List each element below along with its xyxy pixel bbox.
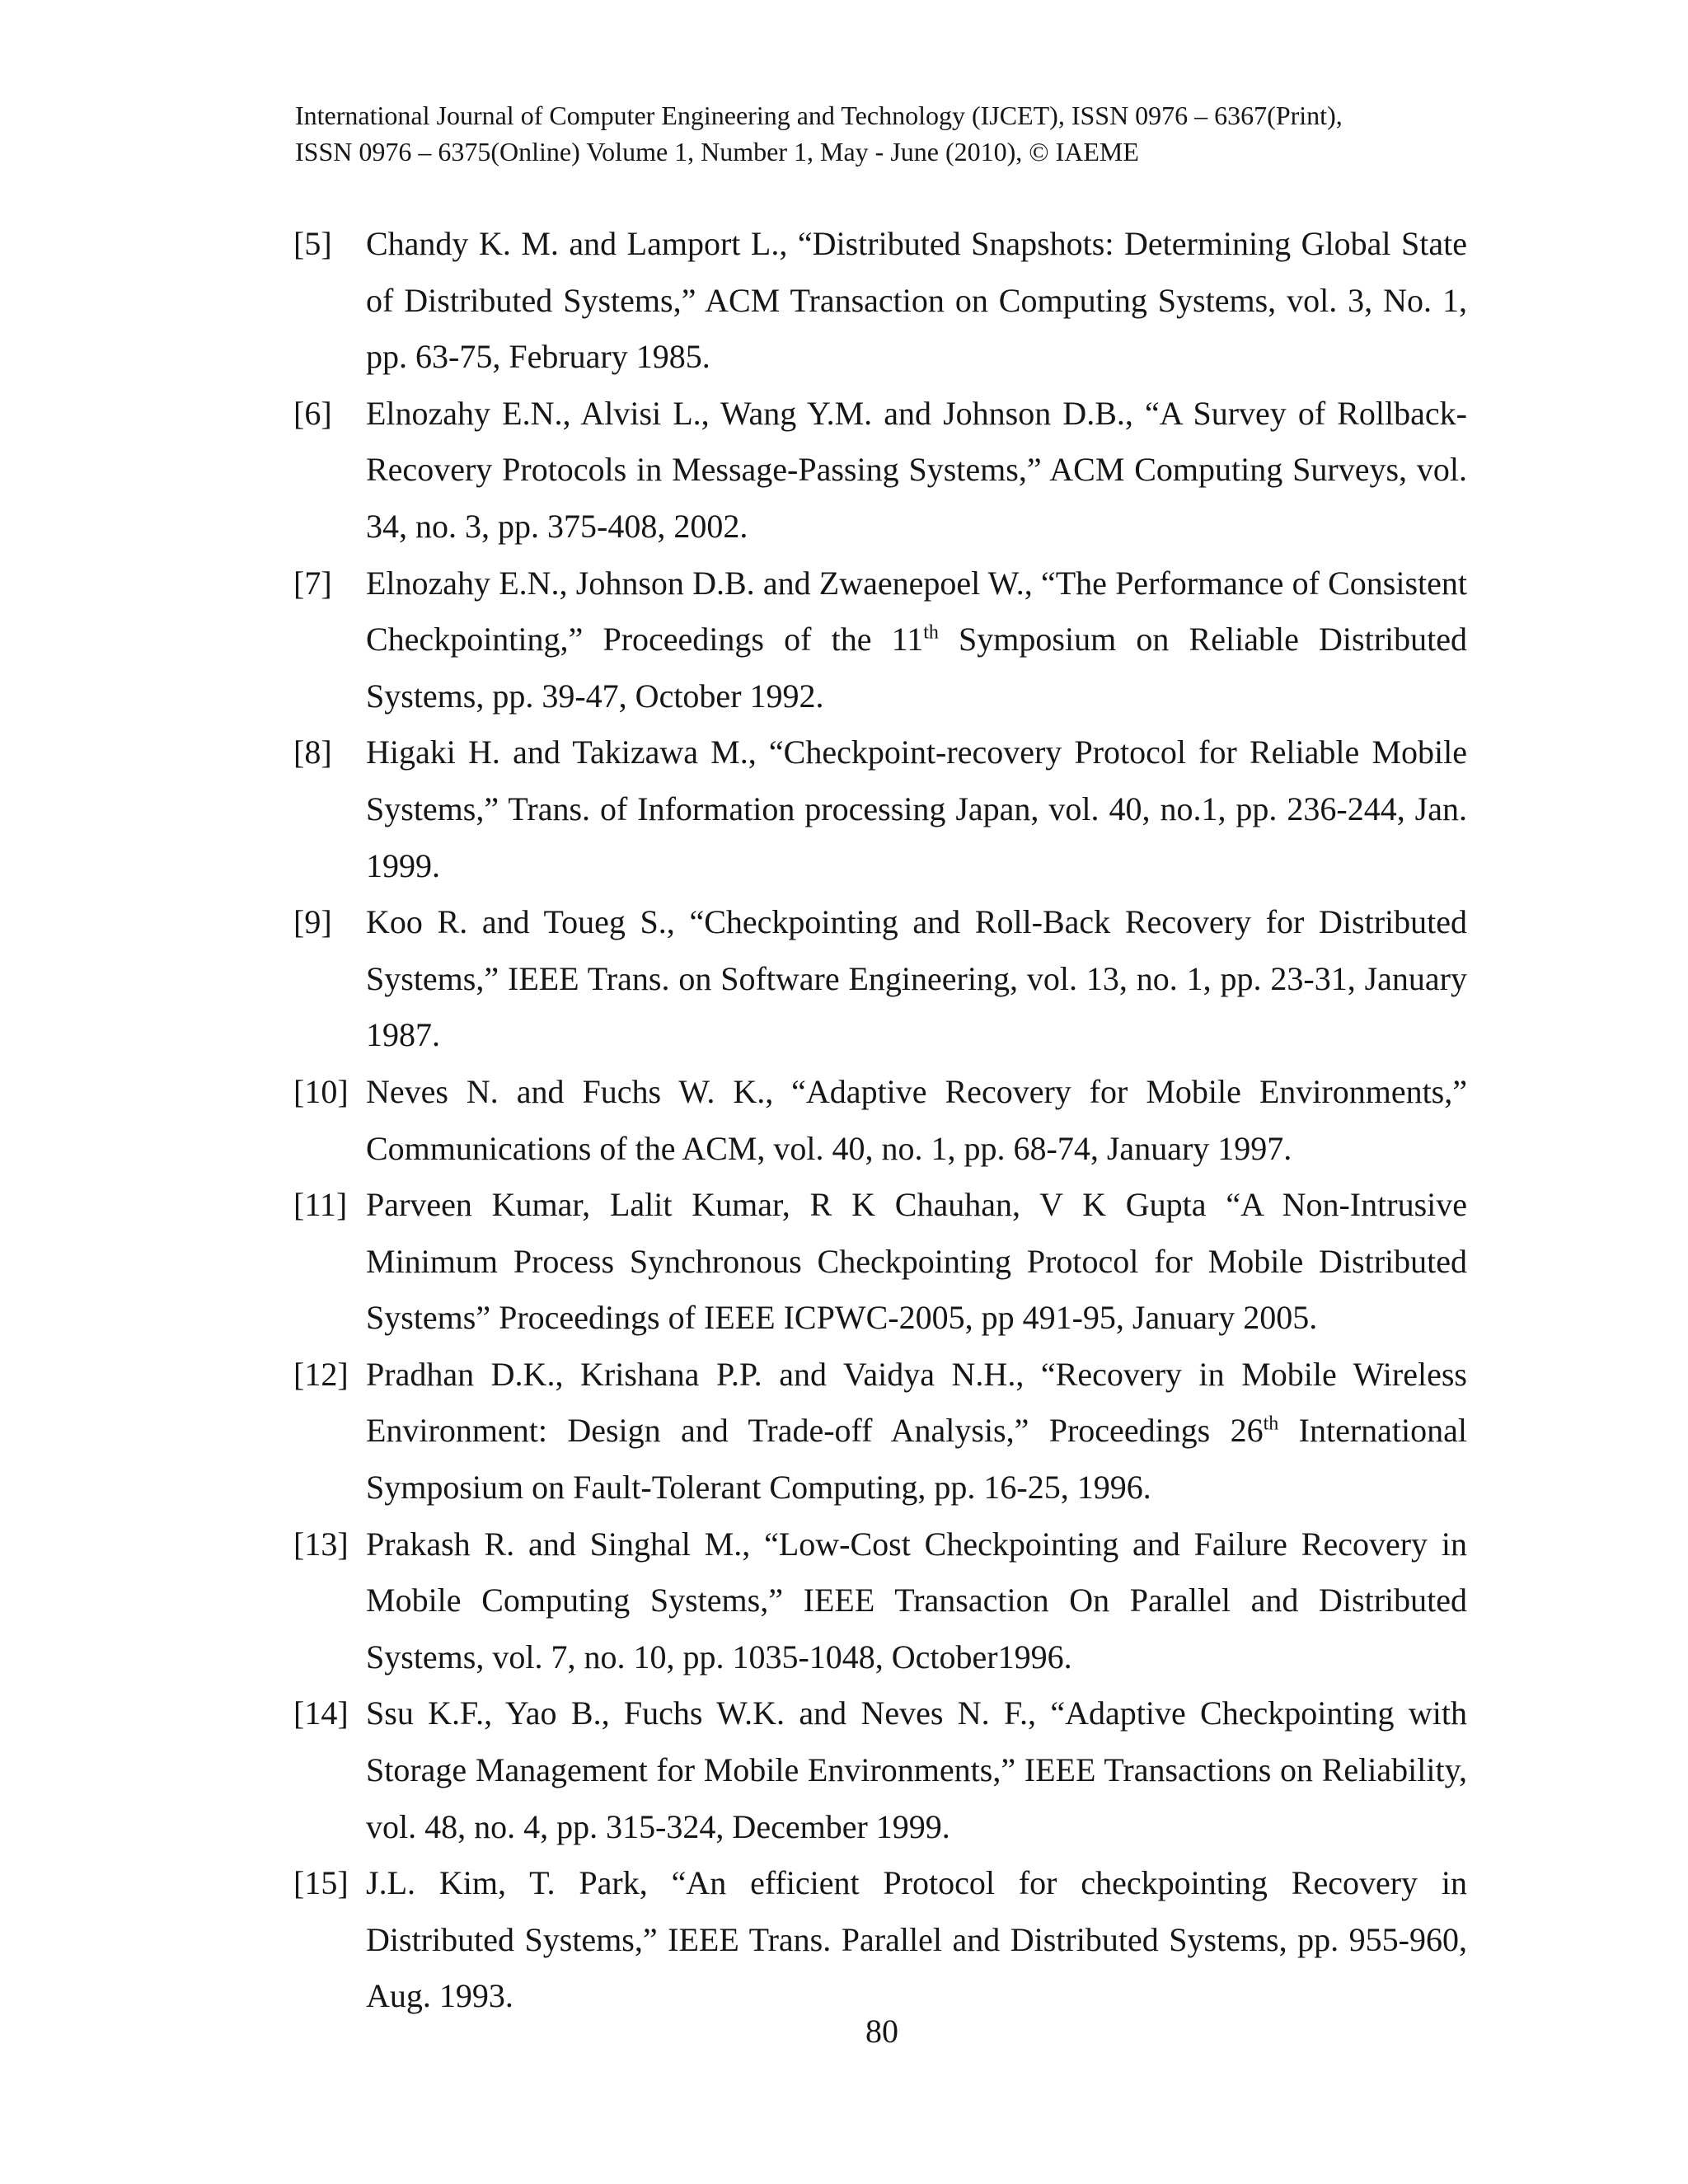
- reference-text: Prakash R. and Singhal M., “Low-Cost Checkpointing and Failure Recovery in Mobile Computing Systems,” IEEE Transaction On Parallel and Distributed Systems, vol. 7, no. 10, pp. 1035-1048, October1996.: [366, 1525, 1467, 1675]
- reference-text: Ssu K.F., Yao B., Fuchs W.K. and Neves N. F., “Adaptive Checkpointing with Storage Management for Mobile Environments,” IEEE Transactions on Reliability, vol. 48, no. 4, pp. 315-324, December 1999.: [366, 1694, 1467, 1845]
- reference-number: [9]: [293, 903, 332, 941]
- reference-12: [293, 1347, 1467, 1516]
- reference-text: [366, 1347, 1467, 1516]
- reference-text: Neves N. and Fuchs W. K., “Adaptive Recovery for Mobile Environments,” Communications of the ACM, vol. 40, no. 1, pp. 68-74, January 1997.: [366, 1072, 1467, 1167]
- reference-8: [293, 724, 1467, 894]
- reference-11: [293, 1177, 1467, 1347]
- header-line-1: International Journal of Computer Engineering and Technology (IJCET), ISSN 0976 – 6367(Print),: [295, 101, 1343, 130]
- reference-text: [366, 555, 1467, 725]
- reference-list: [293, 216, 1467, 2025]
- ordinal-superscript: th: [1263, 1413, 1279, 1436]
- reference-10: [293, 1064, 1467, 1177]
- reference-text-part: Symposium on Reliable Distributed Systems, pp. 39-47, October 1992.: [366, 621, 1467, 715]
- reference-text: Koo R. and Toueg S., “Checkpointing and Roll-Back Recovery for Distributed Systems,” IEEE Trans. on Software Engineering, vol. 13, no. 1, pp. 23-31, January 1987.: [366, 903, 1467, 1054]
- reference-text: Higaki H. and Takizawa M., “Checkpoint-recovery Protocol for Reliable Mobile Systems,” Trans. of Information processing Japan, vol. 40, no.1, pp. 236-244, Jan. 1999.: [366, 733, 1467, 884]
- reference-number: [7]: [293, 564, 332, 602]
- reference-text: Chandy K. M. and Lamport L., “Distributed Snapshots: Determining Global State of Distributed Systems,” ACM Transaction on Computing Systems, vol. 3, No. 1, pp. 63-75, February 1985.: [366, 225, 1467, 376]
- page-number: 80: [865, 2013, 898, 2050]
- reference-text: J.L. Kim, T. Park, “An efficient Protocol for checkpointing Recovery in Distributed Systems,” IEEE Trans. Parallel and Distributed Systems, pp. 955-960, Aug. 1993.: [366, 1864, 1467, 2015]
- ordinal-superscript: th: [923, 621, 939, 644]
- reference-number: [11]: [293, 1186, 348, 1224]
- reference-number: [5]: [293, 225, 332, 262]
- running-header: [295, 97, 1465, 170]
- reference-number: [10]: [293, 1072, 349, 1110]
- reference-text: Elnozahy E.N., Alvisi L., Wang Y.M. and Johnson D.B., “A Survey of Rollback-Recovery Protocols in Message-Passing Systems,” ACM Computing Surveys, vol. 34, no. 3, pp. 375-408, 2002.: [366, 394, 1467, 545]
- reference-13: [293, 1516, 1467, 1686]
- reference-text: Parveen Kumar, Lalit Kumar, R K Chauhan, V K Gupta “A Non-Intrusive Minimum Process Synchronous Checkpointing Protocol for Mobile Distributed Systems” Proceedings of IEEE ICPWC-2005, pp 491-95, January 2005.: [366, 1186, 1467, 1337]
- reference-7: [293, 555, 1467, 725]
- reference-14: [293, 1685, 1467, 1855]
- reference-number: [12]: [293, 1355, 349, 1393]
- reference-6: [293, 386, 1467, 555]
- reference-5: [293, 216, 1467, 386]
- reference-number: [13]: [293, 1525, 349, 1563]
- reference-number: [15]: [293, 1864, 349, 1902]
- reference-15: [293, 1855, 1467, 2025]
- reference-text-part: Elnozahy E.N., Johnson D.B. and Zwaenepoel W., “The Performance of Consistent Checkpointing,” Proceedings of the 11: [366, 564, 1467, 658]
- reference-number: [8]: [293, 733, 332, 771]
- reference-text-part: Pradhan D.K., Krishana P.P. and Vaidya N.H., “Recovery in Mobile Wireless Environment: Design and Trade-off Analysis,” Proceedings 26: [366, 1355, 1467, 1450]
- header-line-2: ISSN 0976 – 6375(Online) Volume 1, Number 1, May - June (2010), © IAEME: [295, 137, 1139, 166]
- reference-9: [293, 894, 1467, 1064]
- reference-text-part: International Symposium on Fault-Tolerant Computing, pp. 16-25, 1996.: [366, 1412, 1467, 1507]
- reference-number: [14]: [293, 1694, 349, 1732]
- reference-number: [6]: [293, 394, 332, 432]
